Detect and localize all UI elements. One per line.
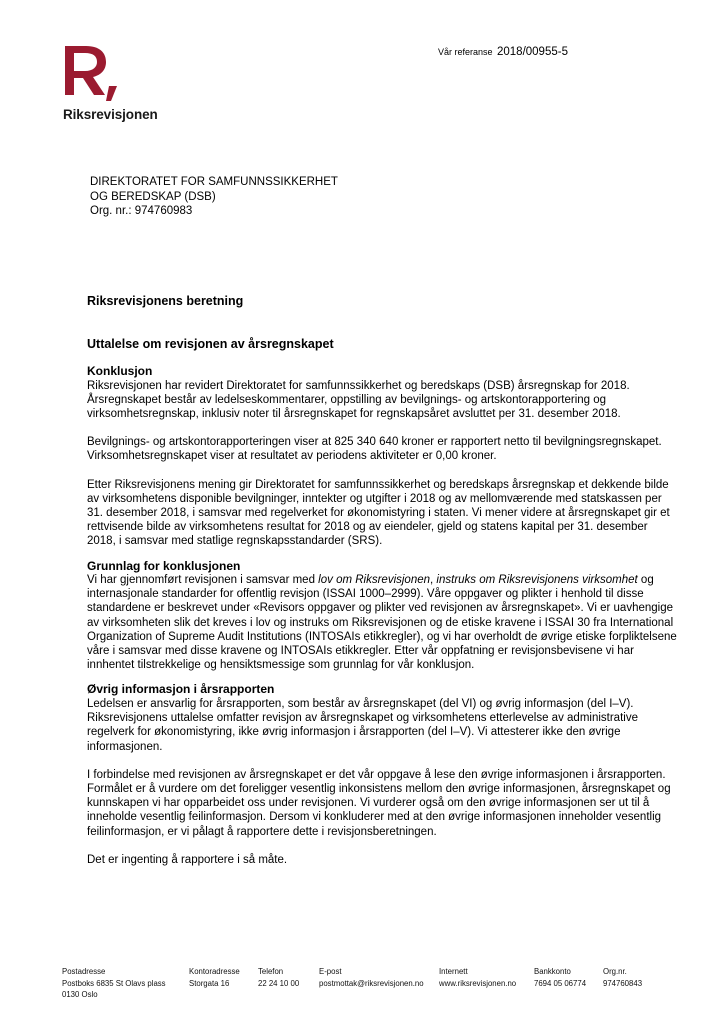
document-subtitle: Uttalelse om revisjonen av årsregnskapet [87,337,334,351]
footer-bankkonto-label: Bankkonto [534,967,571,976]
document-body [87,294,677,881]
footer-epost [319,966,424,989]
konklusjon-paragraph-2: Bevilgnings- og artskontorapporteringen viser at 825 340 640 kroner er rapportert netto til bevilgningsregnskapet. Virksomhetsregnskapet viser at resultatet av periodens aktiviteter er 0,00 kroner. [87,436,662,463]
reference-value: 2018/00955-5 [496,46,568,58]
footer-internett [439,966,516,989]
konklusjon-paragraph-3: Etter Riksrevisjonens mening gir Direktoratet for samfunnssikkerhet og beredskaps årsregnskap et dekkende bilde av virksomhetens disponible bevilgninger, inntekter og utgifter i 2018 og av mellomværende med statskassen per 31. desember 2018, i samsvar med regelverket for økonomistyring i staten. Vi mener videre at årsregnskapet gir et rettvisende bilde av virksomhetens resultat for 2018 og av eiendeler, gjeld og statens kapital per 31. desember 2018, i samsvar med statlige regnskapsstandarder (SRS). [87,478,670,548]
logo-r-shape [65,46,106,95]
footer-bankkonto-value: 7694 05 06774 [534,978,587,988]
footer-orgnr-label: Org.nr. [603,967,627,976]
ovrig-paragraph-1: Ledelsen er ansvarlig for årsrapporten, som består av årsregnskapet (del VI) og øvrig informasjon (del I–V). Riksrevisjonens uttalelse omfatter revisjon av årsregnskapet og virksomhetens etterlevelse av administrative regelverk for økonomistyring, ikke øvrig informasjon i årsrapporten (del I–V). Vi attesterer ikke den øvrige informasjonen. [87,697,638,753]
grunnlag-text-start: Vi har gjennomført revisjonen i samsvar med [87,574,319,587]
footer-postadresse [62,966,166,1001]
footer-bankkonto [534,966,586,989]
ovrig-heading: Øvrig informasjon i årsrapporten [87,682,275,697]
reference [438,42,568,60]
grunnlag-text-end: og internasjonale standarder for offentlig revisjon (ISSAI 1000–2999). Våre oppgaver og plikter i henhold til disse standardene er beskrevet under «Revisors oppgaver og plikter ved revisjonen av årsregnskapet». Vi er uavhengige av virksomheten slik det kreves i lov og instruks om Riksrevisjonen og de etiske kravene i ISSAI 30 fra International Organization of Supreme Audit Institutions (INTOSAIs etikkregler), og vi har overholdt de øvrige etiske forpliktelsene våre i samsvar med disse kravene og INTOSAIs etikkregler. Etter vår oppfatning er revisjonsbevisene vi har innhentet tilstrekkelige og hensiktsmessige som grunnlag for vår konklusjon. [87,574,677,672]
ovrig-paragraph-2: I forbindelse med revisjonen av årsregnskapet er det vår oppgave å lese den øvrige informasjonen i årsrapporten. Formålet er å vurdere om det foreligger vesentlig inkonsistens mellom den øvrige informasjonen, årsregnskapet og kunnskapen vi har opparbeidet oss under revisjonen. Vi vurderer også om den øvrige informasjonen ser ut til å inneholde vesentlig feilinformasjon. Dersom vi konkluderer med at den øvrige informasjonen inneholder vesentlig feilinformasjon, er vi pålagt å rapportere dette i revisjonsberetningen. [87,768,671,838]
ovrig-paragraph-3: Det er ingenting å rapportere i så måte. [87,853,288,866]
reference-label: Vår referanse [438,47,493,57]
footer-orgnr-value: 974760843 [603,978,643,988]
footer-postadresse-line-1: Postboks 6835 St Olavs plass [62,978,166,988]
footer-postadresse-line-2: 0130 Oslo [62,990,98,999]
footer-postadresse-label: Postadresse [62,967,106,976]
grunnlag-paragraph [87,573,677,672]
document-title: Riksrevisjonens beretning [87,294,244,308]
footer-kontoradresse-value: Storgata 16 [189,978,230,988]
logo-wordmark: Riksrevisjonen [63,107,158,122]
footer-orgnr [603,966,642,989]
riksrevisjonen-logo [62,44,182,122]
footer-telefon [258,966,299,989]
logo-comma-shape [106,86,117,101]
footer-telefon-value: 22 24 10 00 [258,978,300,988]
footer-internett-value: www.riksrevisjonen.no [439,978,517,988]
konklusjon-heading: Konklusjon [87,364,153,378]
grunnlag-italic-law: lov om Riksrevisjonen [318,574,431,587]
recipient-address [90,175,338,219]
grunnlag-text-comma: , [430,574,437,587]
recipient-line-2: OG BEREDSKAP (DSB) [90,190,216,203]
footer-kontoradresse [189,966,240,989]
grunnlag-heading: Grunnlag for konklusjonen [87,558,241,573]
footer-internett-label: Internett [439,967,468,976]
recipient-line-1: DIREKTORATET FOR SAMFUNNSSIKKERHET [90,176,338,188]
footer-kontoradresse-label: Kontoradresse [189,967,240,976]
footer-telefon-label: Telefon [258,967,284,976]
konklusjon-paragraph-1: Riksrevisjonen har revidert Direktoratet for samfunnssikkerhet og beredskaps (DSB) årsregnskap for 2018. Årsregnskapet består av ledelseskommentarer, oppstilling av bevilgnings- og artskontorapportering og virksomhetsregnskap, inklusiv noter til årsregnskapet for regnskapsåret avsluttet per 31. desember 2018. [87,379,630,420]
footer-epost-label: E-post [319,967,342,976]
footer-epost-value: postmottak@riksrevisjonen.no [319,978,424,988]
logo-r-mark-icon [62,44,132,102]
grunnlag-italic-instruction: instruks om Riksrevisjonens virksomhet [436,574,638,587]
recipient-line-3: Org. nr.: 974760983 [90,205,193,217]
